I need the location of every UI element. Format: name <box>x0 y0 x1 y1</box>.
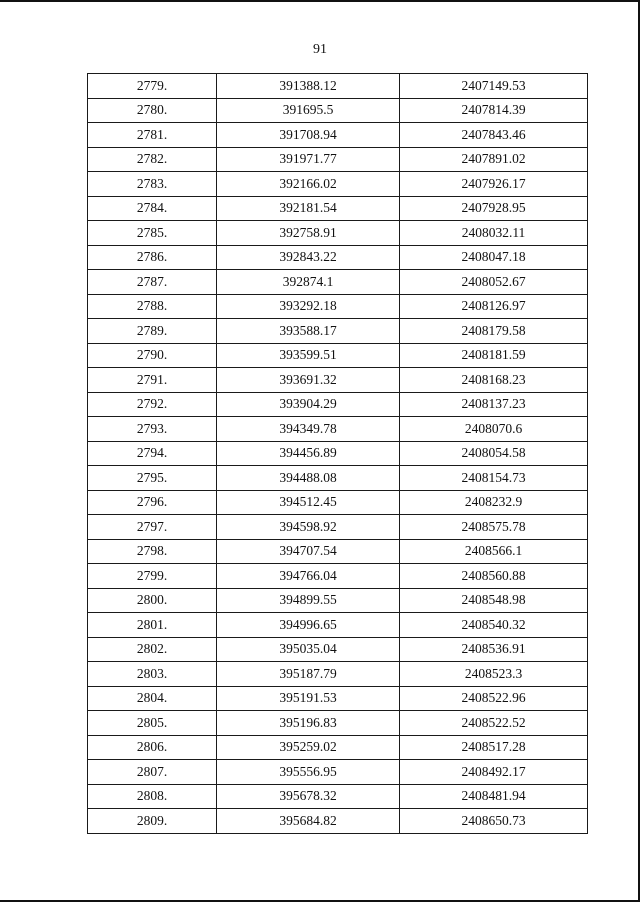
point-number-cell: 2805. <box>88 711 217 736</box>
table-row <box>88 196 588 221</box>
page-number: 91 <box>313 42 327 57</box>
table-row <box>88 613 588 638</box>
coordinate-table-body <box>88 74 588 834</box>
y-coordinate-cell: 2408181.59 <box>400 343 588 368</box>
point-number-cell: 2783. <box>88 172 217 197</box>
point-number-cell: 2784. <box>88 196 217 221</box>
x-coordinate-cell: 395684.82 <box>217 809 400 834</box>
y-coordinate-cell: 2408492.17 <box>400 760 588 785</box>
point-number-cell: 2788. <box>88 294 217 319</box>
x-coordinate-cell: 393904.29 <box>217 392 400 417</box>
x-coordinate-cell: 394766.04 <box>217 564 400 589</box>
x-coordinate-cell: 391708.94 <box>217 123 400 148</box>
y-coordinate-cell: 2408047.18 <box>400 245 588 270</box>
x-coordinate-cell: 394488.08 <box>217 466 400 491</box>
x-coordinate-cell: 394996.65 <box>217 613 400 638</box>
table-row <box>88 417 588 442</box>
x-coordinate-cell: 392181.54 <box>217 196 400 221</box>
x-coordinate-cell: 391388.12 <box>217 74 400 99</box>
table-row <box>88 441 588 466</box>
y-coordinate-cell: 2408032.11 <box>400 221 588 246</box>
table-row <box>88 74 588 99</box>
point-number-cell: 2797. <box>88 515 217 540</box>
x-coordinate-cell: 393588.17 <box>217 319 400 344</box>
scan-border-top <box>0 0 640 2</box>
table-row <box>88 319 588 344</box>
point-number-cell: 2798. <box>88 539 217 564</box>
x-coordinate-cell: 394598.92 <box>217 515 400 540</box>
table-row <box>88 245 588 270</box>
point-number-cell: 2799. <box>88 564 217 589</box>
point-number-cell: 2790. <box>88 343 217 368</box>
y-coordinate-cell: 2408154.73 <box>400 466 588 491</box>
x-coordinate-cell: 391695.5 <box>217 98 400 123</box>
point-number-cell: 2794. <box>88 441 217 466</box>
table-row <box>88 809 588 834</box>
point-number-cell: 2795. <box>88 466 217 491</box>
y-coordinate-cell: 2408052.67 <box>400 270 588 295</box>
point-number-cell: 2793. <box>88 417 217 442</box>
y-coordinate-cell: 2408137.23 <box>400 392 588 417</box>
x-coordinate-cell: 395187.79 <box>217 662 400 687</box>
x-coordinate-cell: 391971.77 <box>217 147 400 172</box>
table-row <box>88 735 588 760</box>
table-row <box>88 98 588 123</box>
table-row <box>88 588 588 613</box>
x-coordinate-cell: 395678.32 <box>217 784 400 809</box>
y-coordinate-cell: 2408522.52 <box>400 711 588 736</box>
table-row <box>88 466 588 491</box>
y-coordinate-cell: 2407843.46 <box>400 123 588 148</box>
point-number-cell: 2782. <box>88 147 217 172</box>
table-row <box>88 172 588 197</box>
y-coordinate-cell: 2408575.78 <box>400 515 588 540</box>
point-number-cell: 2789. <box>88 319 217 344</box>
y-coordinate-cell: 2408517.28 <box>400 735 588 760</box>
point-number-cell: 2802. <box>88 637 217 662</box>
table-row <box>88 147 588 172</box>
y-coordinate-cell: 2408054.58 <box>400 441 588 466</box>
y-coordinate-cell: 2408168.23 <box>400 368 588 393</box>
point-number-cell: 2800. <box>88 588 217 613</box>
table-row <box>88 662 588 687</box>
y-coordinate-cell: 2408232.9 <box>400 490 588 515</box>
point-number-cell: 2786. <box>88 245 217 270</box>
y-coordinate-cell: 2408126.97 <box>400 294 588 319</box>
table-row <box>88 294 588 319</box>
y-coordinate-cell: 2408481.94 <box>400 784 588 809</box>
y-coordinate-cell: 2408548.98 <box>400 588 588 613</box>
y-coordinate-cell: 2408566.1 <box>400 539 588 564</box>
y-coordinate-cell: 2407891.02 <box>400 147 588 172</box>
point-number-cell: 2785. <box>88 221 217 246</box>
y-coordinate-cell: 2408540.32 <box>400 613 588 638</box>
y-coordinate-cell: 2407149.53 <box>400 74 588 99</box>
x-coordinate-cell: 394349.78 <box>217 417 400 442</box>
point-number-cell: 2781. <box>88 123 217 148</box>
table-row <box>88 711 588 736</box>
table-row <box>88 392 588 417</box>
table-row <box>88 784 588 809</box>
x-coordinate-cell: 395035.04 <box>217 637 400 662</box>
table-row <box>88 760 588 785</box>
table-row <box>88 515 588 540</box>
x-coordinate-cell: 393599.51 <box>217 343 400 368</box>
table-row <box>88 343 588 368</box>
y-coordinate-cell: 2408179.58 <box>400 319 588 344</box>
coordinate-table <box>87 73 588 834</box>
table-row <box>88 123 588 148</box>
table-row <box>88 539 588 564</box>
y-coordinate-cell: 2407814.39 <box>400 98 588 123</box>
y-coordinate-cell: 2407926.17 <box>400 172 588 197</box>
x-coordinate-cell: 392758.91 <box>217 221 400 246</box>
point-number-cell: 2806. <box>88 735 217 760</box>
x-coordinate-cell: 392843.22 <box>217 245 400 270</box>
x-coordinate-cell: 394899.55 <box>217 588 400 613</box>
y-coordinate-cell: 2407928.95 <box>400 196 588 221</box>
table-row <box>88 490 588 515</box>
point-number-cell: 2787. <box>88 270 217 295</box>
point-number-cell: 2801. <box>88 613 217 638</box>
point-number-cell: 2803. <box>88 662 217 687</box>
x-coordinate-cell: 394512.45 <box>217 490 400 515</box>
point-number-cell: 2807. <box>88 760 217 785</box>
point-number-cell: 2791. <box>88 368 217 393</box>
point-number-cell: 2796. <box>88 490 217 515</box>
y-coordinate-cell: 2408650.73 <box>400 809 588 834</box>
x-coordinate-cell: 395556.95 <box>217 760 400 785</box>
x-coordinate-cell: 393691.32 <box>217 368 400 393</box>
table-row <box>88 686 588 711</box>
x-coordinate-cell: 392874.1 <box>217 270 400 295</box>
table-row <box>88 368 588 393</box>
table-row <box>88 564 588 589</box>
point-number-cell: 2809. <box>88 809 217 834</box>
y-coordinate-cell: 2408070.6 <box>400 417 588 442</box>
table-row <box>88 637 588 662</box>
x-coordinate-cell: 394707.54 <box>217 539 400 564</box>
table-row <box>88 270 588 295</box>
y-coordinate-cell: 2408560.88 <box>400 564 588 589</box>
point-number-cell: 2792. <box>88 392 217 417</box>
point-number-cell: 2779. <box>88 74 217 99</box>
x-coordinate-cell: 392166.02 <box>217 172 400 197</box>
x-coordinate-cell: 393292.18 <box>217 294 400 319</box>
x-coordinate-cell: 395259.02 <box>217 735 400 760</box>
x-coordinate-cell: 395196.83 <box>217 711 400 736</box>
table-row <box>88 221 588 246</box>
point-number-cell: 2780. <box>88 98 217 123</box>
x-coordinate-cell: 395191.53 <box>217 686 400 711</box>
point-number-cell: 2808. <box>88 784 217 809</box>
point-number-cell: 2804. <box>88 686 217 711</box>
y-coordinate-cell: 2408522.96 <box>400 686 588 711</box>
y-coordinate-cell: 2408523.3 <box>400 662 588 687</box>
y-coordinate-cell: 2408536.91 <box>400 637 588 662</box>
x-coordinate-cell: 394456.89 <box>217 441 400 466</box>
